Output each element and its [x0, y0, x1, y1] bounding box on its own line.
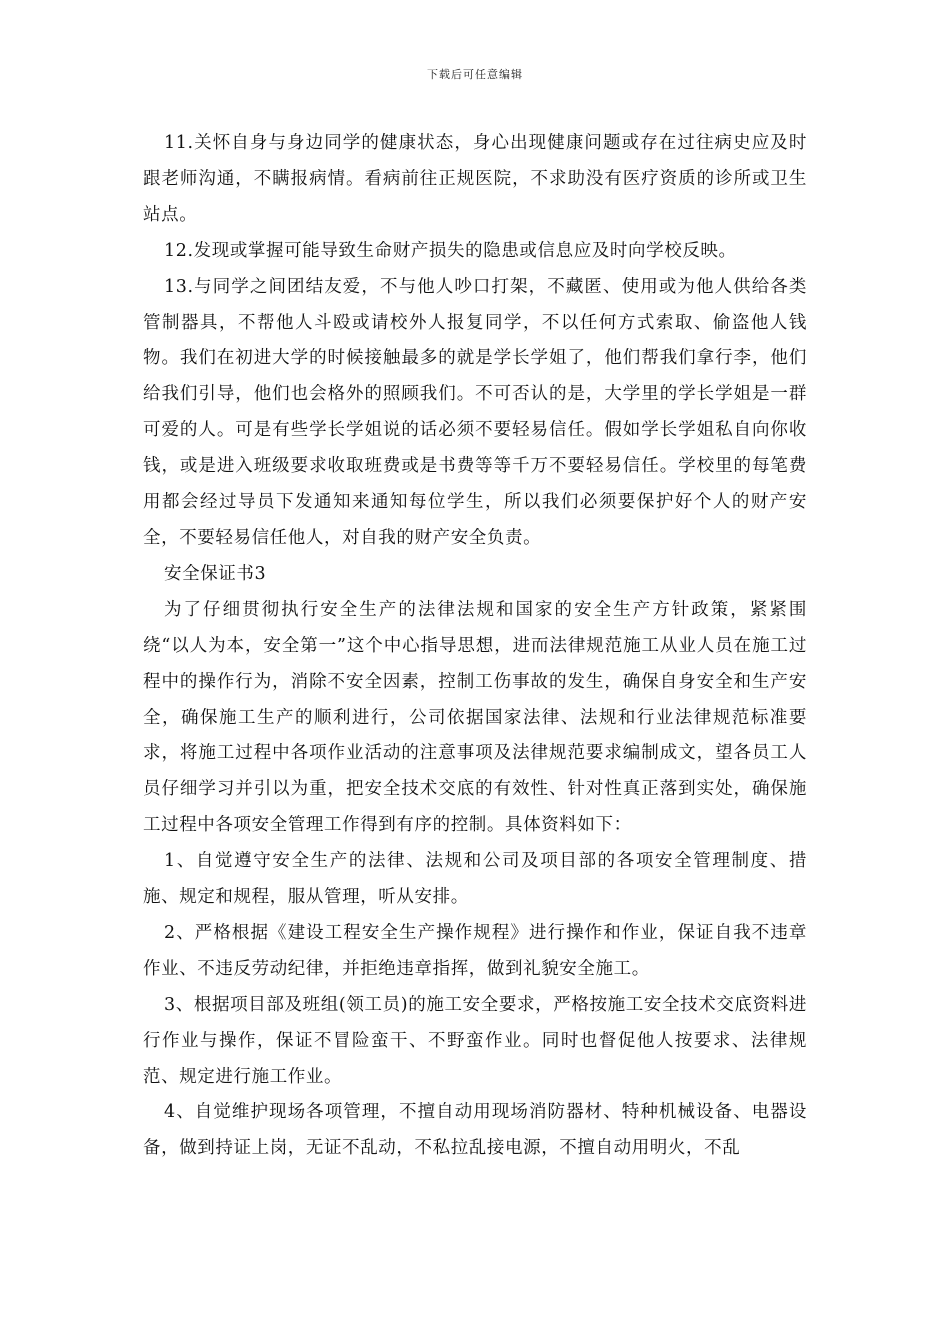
header-note: 下载后可任意编辑	[427, 68, 523, 81]
paragraph-item-12: 12.发现或掌握可能导致生命财产损失的隐患或信息应及时向学校反映。	[164, 240, 737, 261]
paragraph-item-13: 13.与同学之间团结友爱，不与他人吵口打架，不藏匿、使用或为他人供给各类管制器具，不帮他人斗殴或请校外人报复同学，不以任何方式索取、偷盗他人钱物。我们在初进大学的时候接触最多的就是学长学姐了，他们帮我们拿行李，他们给我们引导，他们也会格外的照顾我们。不可否认的是，大学里的学长学姐是一群可爱的人。可是有些学长学姐说的话必须不要轻易信任。假如学长学姐私自向你收钱，或是进入班级要求收取班费或是书费等等千万不要轻易信任。学校里的每笔费用都会经过导员下发通知来通知每位学生，所以我们必须要保护好个人的财产安全，不要轻易信任他人，对自我的财产安全负责。	[143, 276, 807, 548]
document-body	[143, 126, 807, 1167]
clause-1: 1、自觉遵守安全生产的法律、法规和公司及项目部的各项安全管理制度、措施、规定和规程，服从管理，听从安排。	[143, 851, 807, 908]
section-heading: 安全保证书3	[164, 563, 267, 584]
clause-4: 4、自觉维护现场各项管理，不擅自动用现场消防器材、特种机械设备、电器设备，做到持证上岗，无证不乱动，不私拉乱接电源，不擅自动用明火，不乱	[143, 1102, 807, 1159]
paragraph-item-11: 11.关怀自身与身边同学的健康状态，身心出现健康问题或存在过往病史应及时跟老师沟通，不瞒报病情。看病前往正规医院，不求助没有医疗资质的诊所或卫生站点。	[143, 133, 807, 225]
clause-3: 3、根据项目部及班组(领工员)的施工安全要求，严格按施工安全技术交底资料进行作业与操作，保证不冒险蛮干、不野蛮作业。同时也督促他人按要求、法律规范、规定进行施工作业。	[143, 994, 807, 1087]
intro-paragraph: 为了仔细贯彻执行安全生产的法律法规和国家的安全生产方针政策，紧紧围绕“以人为本，安全第一”这个中心指导思想，进而法律规范施工从业人员在施工过程中的操作行为，消除不安全因素，控制工伤事故的发生，确保自身安全和生产安全，确保施工生产的顺利进行，公司依据国家法律、法规和行业法律规范标准要求，将施工过程中各项作业活动的注意事项及法律规范要求编制成文，望各员工人员仔细学习并引以为重，把安全技术交底的有效性、针对性真正落到实处，确保施工过程中各项安全管理工作得到有序的控制。具体资料如下：	[143, 599, 807, 836]
clause-2: 2、严格根据《建设工程安全生产操作规程》进行操作和作业，保证自我不违章作业、不违反劳动纪律，并拒绝违章指挥，做到礼貌安全施工。	[143, 922, 807, 979]
